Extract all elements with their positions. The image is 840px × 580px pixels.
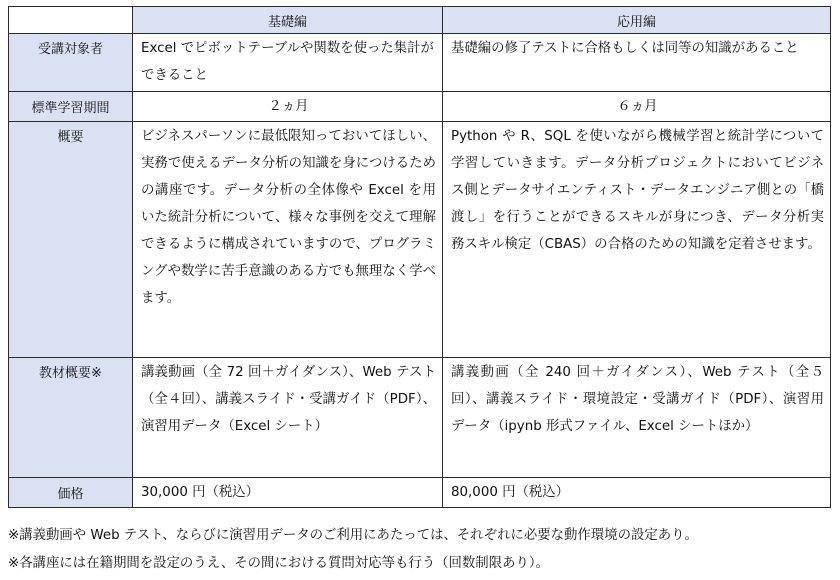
row-label-price: 価格 bbox=[9, 478, 133, 508]
table-row bbox=[9, 122, 831, 358]
row-label-target: 受講対象者 bbox=[9, 34, 133, 92]
row-label-overview: 概要 bbox=[9, 122, 133, 358]
table-row bbox=[9, 478, 831, 508]
cell-basic-materials: 講義動画（全 72 回＋ガイダンス）、Web テスト（全４回）、講義スライド・受講ガイド（PDF）、演習用データ（Excel シート） bbox=[133, 358, 443, 478]
cell-basic-period: ２ヵ月 bbox=[133, 92, 443, 122]
table-row bbox=[9, 34, 831, 92]
footnote-enrollment: ※各講座には在籍期間を設定のうえ、その間における質問対応等も行う（回数制限あり）。 bbox=[8, 556, 549, 571]
cell-advanced-target: 基礎編の修了テストに合格もしくは同等の知識があること bbox=[443, 34, 831, 92]
table-row bbox=[9, 92, 831, 122]
cell-basic-overview: ビジネスパーソンに最低限知っておいてほしい、実務で使えるデータ分析の知識を身につけるための講座です。データ分析の全体像や Excel を用いた統計分析について、様々な事例を交えて理解できるように構成されていますので、プログラミングや数学に苦手意識のある方でも無理なく学べます。 bbox=[133, 122, 443, 358]
header-row bbox=[9, 7, 831, 34]
cell-advanced-materials: 講義動画（全 240 回＋ガイダンス）、Web テスト（全５回）、講義スライド・環境設定・受講ガイド（PDF）、演習用データ（ipynb 形式ファイル、Excel シートほか） bbox=[443, 358, 831, 478]
cell-advanced-overview: Python や R、SQL を使いながら機械学習と統計学について学習していきます。データ分析プロジェクトにおいてビジネス側とデータサイエンティスト・データエンジニア側との「橋渡し」を行うことができるスキルが身につき、データ分析実務スキル検定（CBAS）の合格のための知識を定着させます。 bbox=[443, 122, 831, 358]
header-advanced: 応用編 bbox=[443, 7, 831, 34]
cell-advanced-price: 80,000 円（税込） bbox=[443, 478, 831, 508]
table-row bbox=[9, 358, 831, 478]
course-comparison-table bbox=[8, 6, 831, 508]
cell-basic-price: 30,000 円（税込） bbox=[133, 478, 443, 508]
header-corner bbox=[9, 7, 133, 34]
header-basic: 基礎編 bbox=[133, 7, 443, 34]
cell-advanced-period: ６ヵ月 bbox=[443, 92, 831, 122]
cell-basic-target: Excel でピボットテーブルや関数を使った集計ができること bbox=[133, 34, 443, 92]
footnote-environment: ※講義動画や Web テスト、ならびに演習用データのご利用にあたっては、それぞれに必要な動作環境の設定あり。 bbox=[8, 528, 698, 543]
row-label-materials: 教材概要※ bbox=[9, 358, 133, 478]
row-label-period: 標準学習期間 bbox=[9, 92, 133, 122]
